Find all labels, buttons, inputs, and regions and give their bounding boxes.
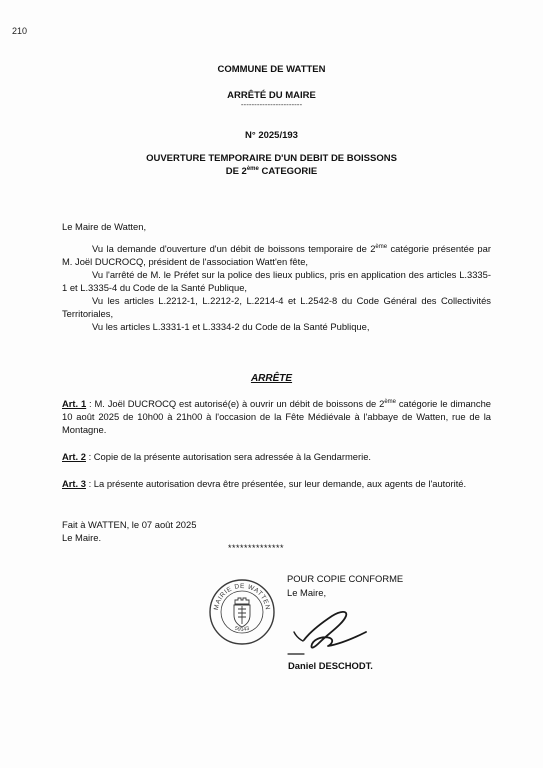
arrete-heading: ARRÊTE: [250, 373, 293, 384]
page-number: 210: [12, 26, 28, 36]
objet-line-2: DE 2ème CATEGORIE: [225, 165, 318, 177]
article-3: Art. 3 : La présente autorisation devra être présentée, sur leur demande, aux agents de l'autorité.: [62, 478, 467, 489]
signatory-name: Daniel DESCHODT.: [288, 660, 373, 671]
article-2: Art. 2 : Copie de la présente autorisation sera adressée à la Gendarmerie.: [62, 451, 372, 462]
coat-of-arms-icon: [234, 598, 250, 627]
separator-line: -----------------------: [240, 100, 303, 109]
vu-paragraph-1: Vu la demande d'ouverture d'un débit de boissons temporaire de 2ème catégorie présentée par M. Joël DUCROCQ, président de l'association Watt'en fête,: [62, 243, 491, 267]
seal-top-text: MAIRIE DE WATTEN: [212, 582, 272, 611]
salutation: Le Maire de Watten,: [62, 221, 147, 232]
arrete-number: N° 2025/193: [245, 130, 298, 141]
commune-title: COMMUNE DE WATTEN: [217, 64, 326, 75]
handwritten-signature: [280, 602, 380, 658]
vu-paragraph-2: Vu l'arrêté de M. le Préfet sur la police des lieux publics, pris en application des articles L.3335-1 et L.3335-4 du Code de la Santé Publique,: [62, 269, 491, 293]
mairie-seal-stamp: [208, 578, 276, 646]
article-1: Art. 1 : M. Joël DUCROCQ est autorisé(e) à ouvrir un débit de boissons de 2ème catégorie le dimanche 10 août 2025 de 10h00 à 21h00 à l'occasion de la Fête Médiévale à l'abbaye de Watten, rue de la Montagne.: [62, 398, 492, 435]
vu-paragraph-3: Vu les articles L.2212-1, L.2212-2, L.2214-4 et L.2542-8 du Code Général des Collectivités Territoriales,: [62, 295, 491, 319]
stars-separator: **************: [228, 543, 285, 553]
fait-a-line: Fait à WATTEN, le 07 août 2025: [62, 519, 197, 530]
arrete-du-maire-title: ARRÊTÉ DU MAIRE: [227, 90, 316, 101]
le-maire-line: Le Maire.: [62, 532, 102, 543]
pour-copie-conforme: POUR COPIE CONFORME: [287, 573, 404, 584]
seal-bottom-text: 59143: [233, 625, 251, 633]
objet-line-1: OUVERTURE TEMPORAIRE D'UN DEBIT DE BOISSONS: [146, 153, 397, 164]
le-maire-signature-title: Le Maire,: [287, 587, 327, 598]
vu-paragraph-4: Vu les articles L.3331-1 et L.3334-2 du Code de la Santé Publique,: [92, 321, 370, 332]
